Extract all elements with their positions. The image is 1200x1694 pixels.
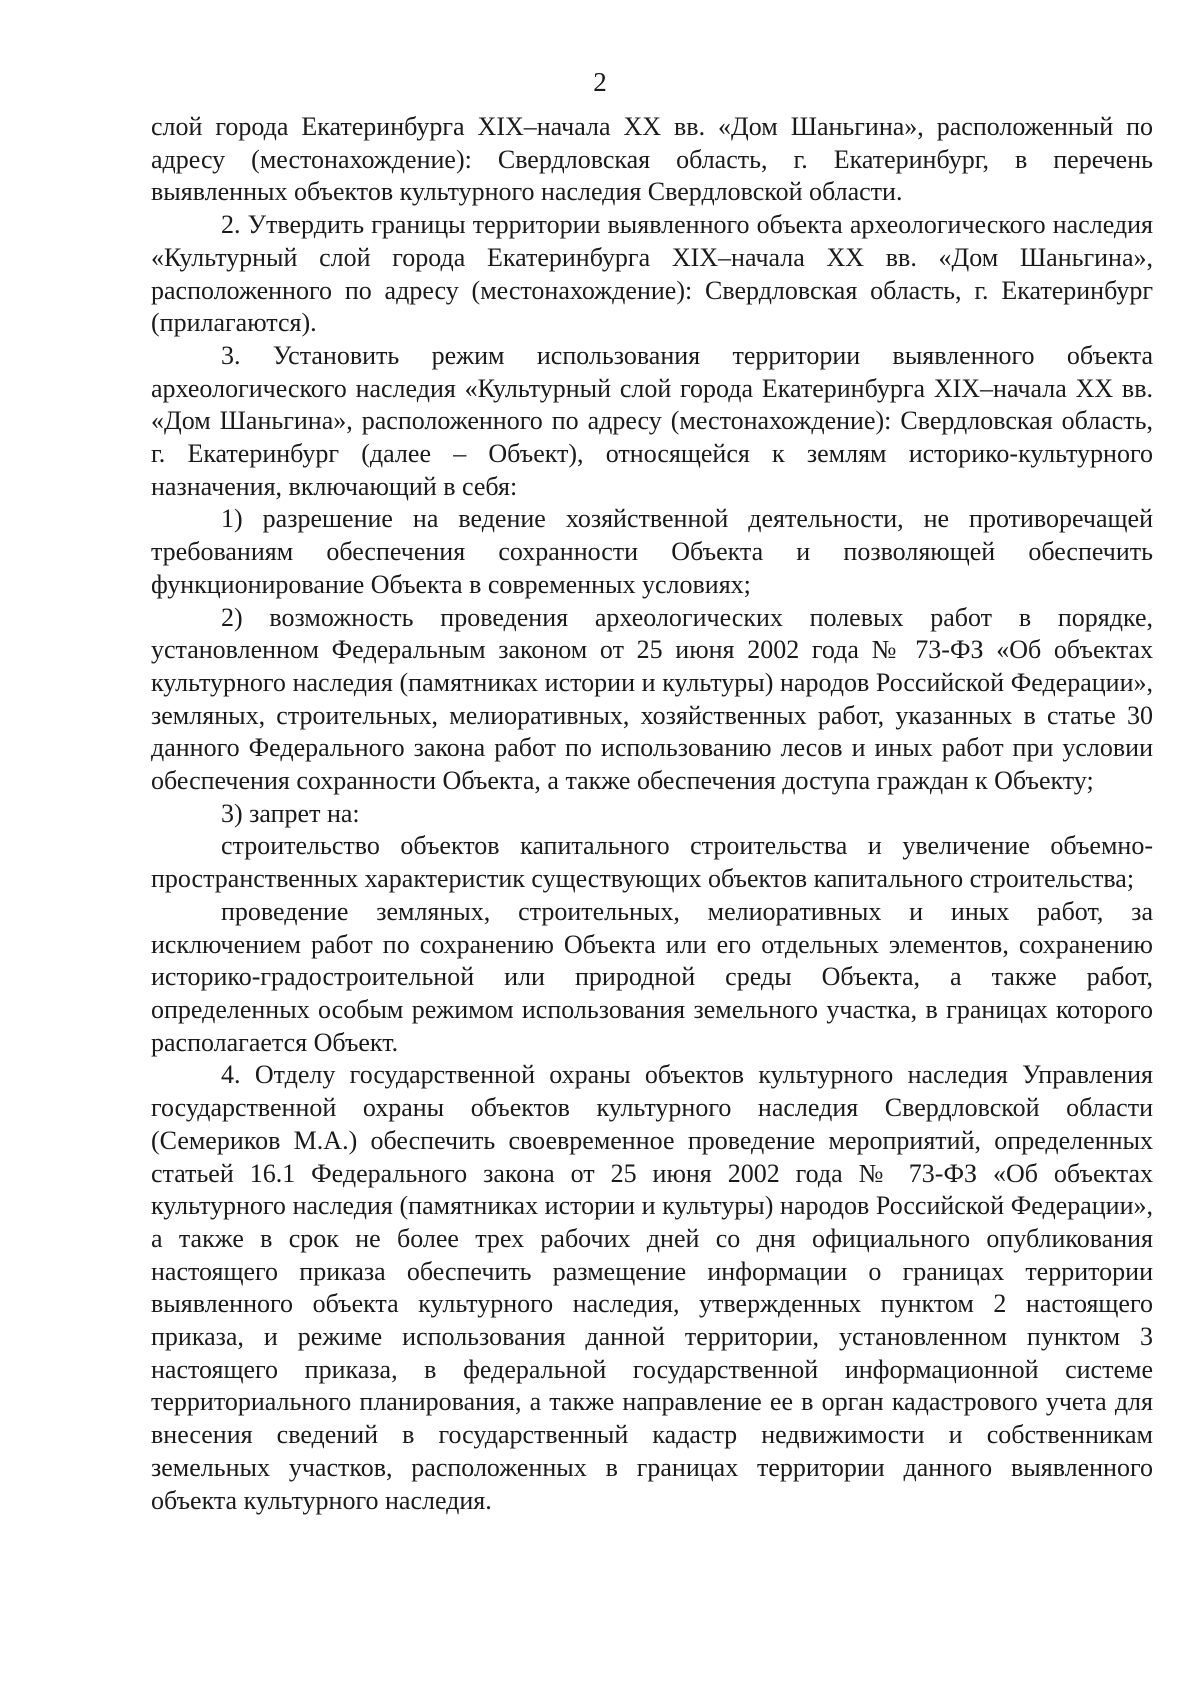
- paragraph-prohibition-construction: строительство объектов капитального строительства и увеличение объемно-пространственных характеристик существующих объектов капитального строительства;: [151, 831, 1153, 894]
- paragraph-prohibition-works: проведение земляных, строительных, мелиоративных и иных работ, за исключением работ по сохранению Объекта или его отдельных элементов, сохранению историко-градостроительной или природной среды Объекта, а также работ, определенных особым режимом использования земельного участка, в границах которого располагается Объект.: [151, 896, 1153, 1057]
- paragraph-continuation: слой города Екатеринбурга XIX–начала XX вв. «Дом Шаньгина», расположенный по адресу (местонахождение): Свердловская область, г. Екатеринбург, в перечень выявленных объектов культурного наследия Свердловской области.: [151, 112, 1153, 207]
- paragraph-item-2: 2. Утвердить границы территории выявленного объекта археологического наследия «Культурный слой города Екатеринбурга XIX–начала XX вв. «Дом Шаньгина», расположенного по адресу (местонахождение): Свердловская область, г. Екатеринбург (прилагаются).: [151, 210, 1153, 338]
- paragraph-subitem-1: 1) разрешение на ведение хозяйственной деятельности, не противоречащей требованиям обеспечения сохранности Объекта и позволяющей обеспечить функционирование Объекта в современных условиях;: [151, 504, 1153, 599]
- paragraph-subitem-3: 3) запрет на:: [221, 798, 360, 828]
- page-number: 2: [593, 67, 607, 97]
- paragraph-item-3: 3. Установить режим использования территории выявленного объекта археологического наследия «Культурный слой города Екатеринбурга XIX–начала XX вв. «Дом Шаньгина», расположенного по адресу (местонахождение): Свердловская область, г. Екатеринбург (далее – Объект), относящейся к землям историко-культурного назначения, включающий в себя:: [151, 340, 1153, 501]
- paragraph-subitem-2: 2) возможность проведения археологических полевых работ в порядке, установленном Федеральным законом от 25 июня 2002 года № 73-ФЗ «Об объектах культурного наследия (памятниках истории и культуры) народов Российской Федерации», земляных, строительных, мелиоративных, хозяйственных работ, указанных в статье 30 данного Федерального закона работ по использованию лесов и иных работ при условии обеспечения сохранности Объекта, а также обеспечения доступа граждан к Объекту;: [151, 602, 1153, 796]
- document-body: [151, 111, 1153, 1517]
- paragraph-item-4: 4. Отделу государственной охраны объектов культурного наследия Управления государственной охраны объектов культурного наследия Свердловской области (Семериков М.А.) обеспечить своевременное проведение мероприятий, определенных статьей 16.1 Федерального закона от 25 июня 2002 года № 73-ФЗ «Об объектах культурного наследия (памятниках истории и культуры) народов Российской Федерации», а также в срок не более трех рабочих дней со дня официального опубликования настоящего приказа обеспечить размещение информации о границах территории выявленного объекта культурного наследия, утвержденных пунктом 2 настоящего приказа, и режиме использования данной территории, установленном пунктом 3 настоящего приказа, в федеральной государственной информационной системе территориального планирования, а также направление ее в орган кадастрового учета для внесения сведений в государственный кадастр недвижимости и собственникам земельных участков, расположенных в границах территории данного выявленного объекта культурного наследия.: [151, 1060, 1153, 1515]
